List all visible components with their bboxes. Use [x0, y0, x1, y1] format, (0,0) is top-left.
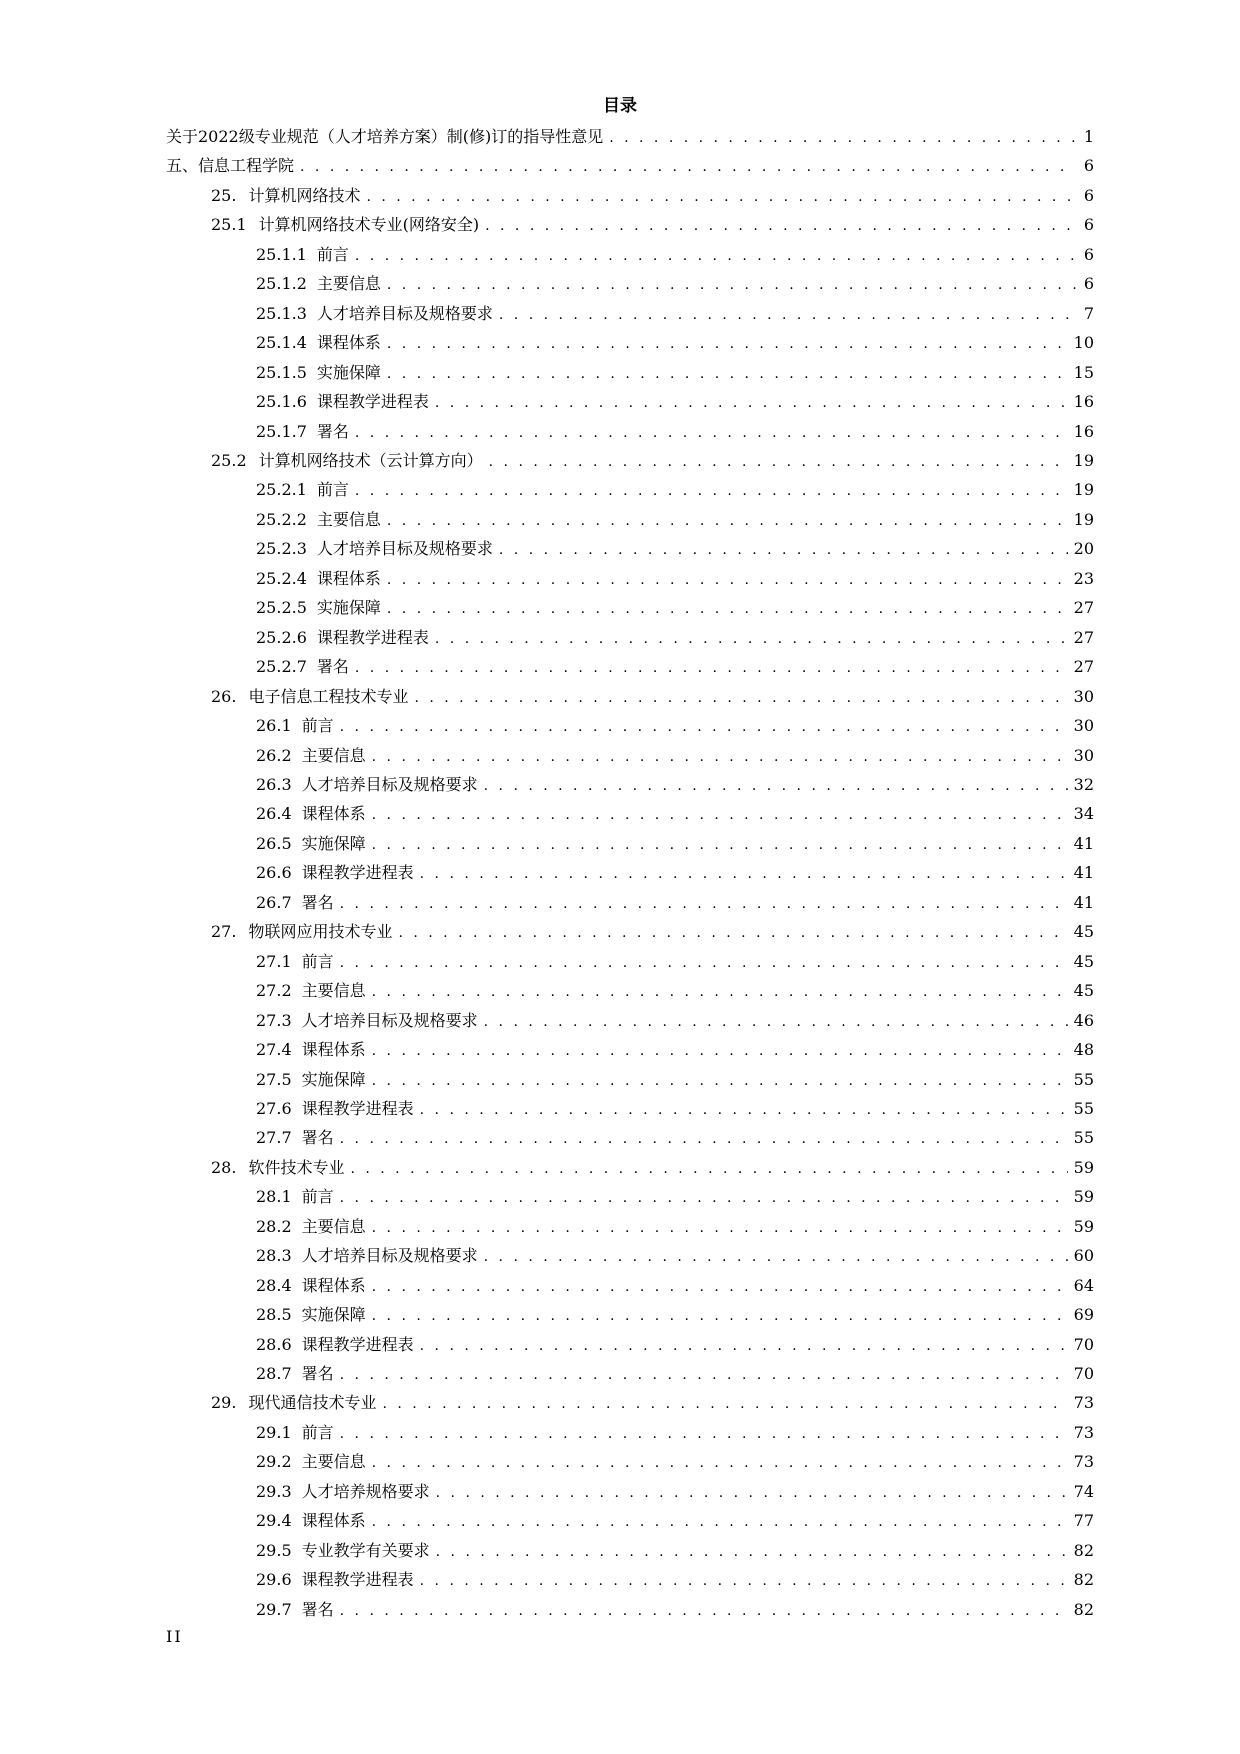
- toc-entry-title: 主要信息: [301, 981, 366, 1001]
- toc-entry-number: 25.2.5: [256, 598, 307, 618]
- toc-dot-leader: [372, 978, 1068, 1007]
- toc-entry[interactable]: [166, 446, 1094, 475]
- toc-entry-number: 28.7: [256, 1364, 292, 1384]
- toc-entry-page: 41: [1073, 892, 1094, 912]
- toc-entry-page: 45: [1073, 981, 1094, 1001]
- toc-entry-number: 27.1: [256, 951, 292, 971]
- toc-dot-leader: [340, 890, 1068, 919]
- toc-dot-leader: [484, 772, 1068, 801]
- toc-dot-leader: [340, 1420, 1068, 1449]
- toc-entry-page: 6: [1083, 185, 1094, 205]
- toc-entry-title: 前言: [301, 716, 334, 736]
- toc-entry-title: 计算机网络技术: [248, 185, 361, 205]
- page-number: II: [166, 1627, 183, 1646]
- toc-entry-title: 软件技术专业: [248, 1157, 345, 1177]
- toc-entry-title: 人才培养目标及规格要求: [301, 774, 478, 794]
- toc-entry[interactable]: [166, 181, 1094, 210]
- toc-entry-title: 课程教学进程表: [301, 1334, 414, 1354]
- toc-entry-title: 主要信息: [301, 1452, 366, 1472]
- toc-entry-page: 10: [1073, 333, 1094, 353]
- toc-entry[interactable]: [166, 711, 1094, 740]
- toc-entry[interactable]: [166, 1565, 1094, 1594]
- toc-dot-leader: [340, 1184, 1068, 1213]
- toc-entry-page: 60: [1073, 1246, 1094, 1266]
- toc-entry-title: 专业教学有关要求: [301, 1540, 430, 1560]
- toc-dot-leader: [387, 271, 1076, 300]
- toc-entry-page: 59: [1073, 1157, 1094, 1177]
- toc-dot-leader: [372, 1037, 1068, 1066]
- toc-entry-number: 27.4: [256, 1040, 292, 1060]
- toc-entry[interactable]: [166, 534, 1094, 563]
- toc-dot-leader: [609, 124, 1076, 153]
- toc-entry-title: 课程体系: [316, 568, 381, 588]
- toc-dot-leader: [372, 1214, 1068, 1243]
- toc-entry-page: 6: [1083, 244, 1094, 264]
- toc-entry-number: 28.2: [256, 1216, 292, 1236]
- toc-entry[interactable]: [166, 1035, 1094, 1064]
- toc-entry-page: 73: [1073, 1422, 1094, 1442]
- toc-entry[interactable]: [166, 122, 1094, 151]
- toc-dot-leader: [436, 1479, 1068, 1508]
- toc-entry-number: 28.: [211, 1157, 237, 1177]
- toc-entry[interactable]: [166, 976, 1094, 1005]
- toc-entry[interactable]: [166, 299, 1094, 328]
- toc-entry[interactable]: [166, 210, 1094, 239]
- toc-dot-leader: [484, 1243, 1068, 1272]
- toc-dot-leader: [372, 1449, 1068, 1478]
- toc-entry-number: 26.5: [256, 833, 292, 853]
- toc-entry-page: 27: [1073, 598, 1094, 618]
- toc-entry[interactable]: [166, 1388, 1094, 1417]
- toc-entry-number: 25.1.7: [256, 421, 307, 441]
- toc-entry-page: 41: [1073, 863, 1094, 883]
- toc-entry-title: 前言: [301, 1422, 334, 1442]
- toc-entry-title: 计算机网络技术（云计算方向）: [258, 450, 483, 470]
- toc-entry-number: 26.7: [256, 892, 292, 912]
- toc-entry-number: 25.1.3: [256, 303, 307, 323]
- toc-dot-leader: [435, 389, 1068, 418]
- toc-entry-number: 25.2.2: [256, 509, 307, 529]
- toc-entry-page: 20: [1073, 539, 1094, 559]
- toc-entry[interactable]: [166, 1123, 1094, 1152]
- toc-entry-number: 27.6: [256, 1098, 292, 1118]
- toc-entry-title: 实施保障: [301, 1069, 366, 1089]
- toc-entry-title: 实施保障: [301, 833, 366, 853]
- toc-entry-page: 59: [1073, 1216, 1094, 1236]
- toc-entry[interactable]: [166, 505, 1094, 534]
- toc-entry-number: 25.2.6: [256, 627, 307, 647]
- toc-entry[interactable]: [166, 1212, 1094, 1241]
- toc-entry-page: 45: [1073, 922, 1094, 942]
- toc-entry-title: 署名: [301, 1128, 334, 1148]
- toc-dot-leader: [387, 595, 1068, 624]
- toc-entry-number: 29.4: [256, 1511, 292, 1531]
- toc-entry-page: 46: [1073, 1010, 1094, 1030]
- toc-dot-leader: [355, 477, 1068, 506]
- toc-entry-title: 课程教学进程表: [301, 1570, 414, 1590]
- toc-dot-leader: [372, 1302, 1068, 1331]
- toc-entry-page: 82: [1073, 1570, 1094, 1590]
- toc-entry-number: 25.1.4: [256, 333, 307, 353]
- toc-entry-page: 64: [1073, 1275, 1094, 1295]
- toc-entry-number: 28.5: [256, 1305, 292, 1325]
- toc-entry-title: 课程体系: [301, 1511, 366, 1531]
- toc-entry[interactable]: [166, 1447, 1094, 1476]
- toc-entry-number: 26.3: [256, 774, 292, 794]
- toc-entry-title: 课程教学进程表: [316, 392, 429, 412]
- toc-entry-title: 五、信息工程学院: [166, 156, 295, 176]
- toc-entry[interactable]: [166, 1271, 1094, 1300]
- toc-entry-number: 29.: [211, 1393, 237, 1413]
- toc-entry[interactable]: [166, 1418, 1094, 1447]
- toc-entry-number: 28.1: [256, 1187, 292, 1207]
- toc-entry-page: 73: [1073, 1452, 1094, 1472]
- toc-entry-title: 现代通信技术专业: [248, 1393, 377, 1413]
- toc-entry-page: 16: [1073, 421, 1094, 441]
- toc-entry[interactable]: [166, 593, 1094, 622]
- toc-dot-leader: [340, 1597, 1068, 1626]
- toc-entry-title: 课程教学进程表: [301, 863, 414, 883]
- toc-dot-leader: [382, 1390, 1067, 1419]
- toc-entry-title: 主要信息: [316, 509, 381, 529]
- toc-entry-title: 署名: [301, 892, 334, 912]
- toc-entry-page: 7: [1083, 303, 1094, 323]
- toc-entry-page: 74: [1073, 1481, 1094, 1501]
- toc-entry-number: 26.4: [256, 804, 292, 824]
- toc-dot-leader: [340, 1125, 1068, 1154]
- toc-entry-title: 署名: [316, 657, 349, 677]
- toc-entry-title: 课程体系: [301, 804, 366, 824]
- toc-entry-number: 25.: [211, 185, 237, 205]
- toc-dot-leader: [372, 1273, 1068, 1302]
- toc-entry-title: 人才培养目标及规格要求: [316, 303, 493, 323]
- toc-entry-number: 28.6: [256, 1334, 292, 1354]
- toc-entry-title: 主要信息: [301, 745, 366, 765]
- toc-entry-number: 29.5: [256, 1540, 292, 1560]
- toc-entry[interactable]: [166, 1182, 1094, 1211]
- toc-entry[interactable]: [166, 328, 1094, 357]
- toc-dot-leader: [485, 212, 1076, 241]
- toc-dot-leader: [499, 536, 1068, 565]
- toc-entry-page: 30: [1073, 716, 1094, 736]
- toc-entry-number: 25.2.1: [256, 480, 307, 500]
- toc-entry-page: 48: [1073, 1040, 1094, 1060]
- toc-entry-number: 29.6: [256, 1570, 292, 1590]
- toc-entry-page: 23: [1073, 568, 1094, 588]
- toc-entry-page: 6: [1083, 215, 1094, 235]
- toc-entry-title: 计算机网络技术专业(网络安全): [258, 215, 480, 235]
- toc-entry-page: 82: [1073, 1599, 1094, 1619]
- toc-entry-number: 27.3: [256, 1010, 292, 1030]
- toc-dot-leader: [489, 448, 1068, 477]
- toc-entry-page: 45: [1073, 951, 1094, 971]
- toc-entry-page: 55: [1073, 1098, 1094, 1118]
- toc-entry-page: 70: [1073, 1364, 1094, 1384]
- toc-dot-leader: [340, 949, 1068, 978]
- toc-entry-page: 15: [1073, 362, 1094, 382]
- toc-dot-leader: [372, 831, 1068, 860]
- toc-entry-page: 19: [1073, 480, 1094, 500]
- toc-entry[interactable]: [166, 1359, 1094, 1388]
- toc-entry[interactable]: [166, 770, 1094, 799]
- toc-entry-number: 25.2.4: [256, 568, 307, 588]
- toc-entry-title: 前言: [301, 951, 334, 971]
- toc-entry[interactable]: [166, 417, 1094, 446]
- toc-entry[interactable]: [166, 829, 1094, 858]
- toc-entry-title: 前言: [316, 244, 349, 264]
- toc-entry[interactable]: [166, 564, 1094, 593]
- toc-dot-leader: [355, 242, 1076, 271]
- toc-entry-title: 署名: [301, 1364, 334, 1384]
- toc-entry-page: 77: [1073, 1511, 1094, 1531]
- toc-entry-page: 55: [1073, 1128, 1094, 1148]
- toc-entry-page: 82: [1073, 1540, 1094, 1560]
- toc-entry-page: 30: [1073, 686, 1094, 706]
- toc-entry[interactable]: [166, 1595, 1094, 1624]
- toc-entry-number: 28.4: [256, 1275, 292, 1295]
- toc-entry-title: 课程体系: [301, 1040, 366, 1060]
- toc-entry[interactable]: [166, 358, 1094, 387]
- toc-entry-number: 25.2.7: [256, 657, 307, 677]
- toc-entry[interactable]: [166, 1477, 1094, 1506]
- toc-entry-title: 署名: [301, 1599, 334, 1619]
- toc-entry[interactable]: [166, 151, 1094, 180]
- toc-entry[interactable]: [166, 623, 1094, 652]
- toc-entry-title: 课程教学进程表: [301, 1098, 414, 1118]
- toc-dot-leader: [420, 1096, 1068, 1125]
- toc-entry[interactable]: [166, 682, 1094, 711]
- toc-entry[interactable]: [166, 858, 1094, 887]
- toc-entry-number: 29.7: [256, 1599, 292, 1619]
- toc-entry-title: 课程体系: [316, 333, 381, 353]
- toc-entry[interactable]: [166, 475, 1094, 504]
- toc-entry[interactable]: [166, 1241, 1094, 1270]
- toc-entry-title: 关于2022级专业规范（人才培养方案）制(修)订的指导性意见: [166, 127, 604, 146]
- toc-entry-title: 主要信息: [301, 1216, 366, 1236]
- toc-entry-title: 署名: [316, 421, 349, 441]
- toc-dot-leader: [372, 1067, 1068, 1096]
- toc-entry-page: 1: [1083, 127, 1094, 146]
- toc-dot-leader: [387, 566, 1068, 595]
- toc-entry[interactable]: [166, 1330, 1094, 1359]
- toc-entry-number: 25.1.6: [256, 392, 307, 412]
- toc-entry-title: 人才培养规格要求: [301, 1481, 430, 1501]
- toc-entry[interactable]: [166, 888, 1094, 917]
- toc-entry-page: 6: [1083, 156, 1094, 176]
- toc-entry-number: 26.1: [256, 716, 292, 736]
- toc-entry-number: 25.1.5: [256, 362, 307, 382]
- toc-entry-title: 课程教学进程表: [316, 627, 429, 647]
- toc-entry-number: 29.3: [256, 1481, 292, 1501]
- toc-entry-number: 25.2.3: [256, 539, 307, 559]
- toc-entry[interactable]: [166, 387, 1094, 416]
- toc-entry-number: 26.: [211, 686, 237, 706]
- toc-dot-leader: [435, 625, 1068, 654]
- toc-dot-leader: [398, 919, 1067, 948]
- toc-entry-number: 27.7: [256, 1128, 292, 1148]
- toc-dot-leader: [350, 1155, 1067, 1184]
- toc-dot-leader: [372, 1508, 1068, 1537]
- toc-dot-leader: [355, 654, 1068, 683]
- toc-entry-title: 实施保障: [301, 1305, 366, 1325]
- toc-entry[interactable]: [166, 947, 1094, 976]
- toc-entry-title: 人才培养目标及规格要求: [301, 1246, 478, 1266]
- toc-dot-leader: [300, 153, 1076, 182]
- toc-entry-number: 25.2: [211, 450, 247, 470]
- toc-entry[interactable]: [166, 269, 1094, 298]
- toc-entry-title: 主要信息: [316, 274, 381, 294]
- toc-entry-title: 电子信息工程技术专业: [248, 686, 409, 706]
- toc-dot-leader: [366, 183, 1076, 212]
- toc-entry-page: 27: [1073, 627, 1094, 647]
- toc-entry-page: 27: [1073, 657, 1094, 677]
- toc-entry-title: 实施保障: [316, 362, 381, 382]
- toc-dot-leader: [340, 713, 1068, 742]
- toc-entry-title: 实施保障: [316, 598, 381, 618]
- toc-entry-page: 55: [1073, 1069, 1094, 1089]
- toc-entry-number: 26.6: [256, 863, 292, 883]
- toc-entry[interactable]: [166, 1006, 1094, 1035]
- toc-dot-leader: [436, 1538, 1068, 1567]
- toc-entry-number: 27.5: [256, 1069, 292, 1089]
- toc-entry-title: 物联网应用技术专业: [248, 922, 393, 942]
- toc-entry[interactable]: [166, 1536, 1094, 1565]
- toc-entry-title: 人才培养目标及规格要求: [316, 539, 493, 559]
- toc-entry-page: 19: [1073, 509, 1094, 529]
- toc-entry[interactable]: [166, 1300, 1094, 1329]
- toc-entry-number: 26.2: [256, 745, 292, 765]
- toc-entry[interactable]: [166, 1506, 1094, 1535]
- toc-entry-page: 34: [1073, 804, 1094, 824]
- toc-dot-leader: [372, 801, 1068, 830]
- toc-entry-title: 课程体系: [301, 1275, 366, 1295]
- toc-dot-leader: [387, 330, 1068, 359]
- toc-entry-page: 73: [1073, 1393, 1094, 1413]
- toc-dot-leader: [420, 1332, 1068, 1361]
- toc-title: 目录: [603, 96, 637, 116]
- toc-dot-leader: [372, 743, 1068, 772]
- toc-entry[interactable]: [166, 652, 1094, 681]
- toc-dot-leader: [387, 507, 1068, 536]
- toc-entry-number: 27.2: [256, 981, 292, 1001]
- toc-entry-page: 16: [1073, 392, 1094, 412]
- toc-list: [166, 122, 1094, 1624]
- toc-entry[interactable]: [166, 741, 1094, 770]
- toc-entry-number: 29.2: [256, 1452, 292, 1472]
- toc-entry-page: 30: [1073, 745, 1094, 765]
- toc-entry[interactable]: [166, 917, 1094, 946]
- toc-dot-leader: [420, 860, 1068, 889]
- toc-entry[interactable]: [166, 1094, 1094, 1123]
- toc-entry-number: 25.1.1: [256, 244, 307, 264]
- toc-entry-title: 前言: [316, 480, 349, 500]
- toc-dot-leader: [355, 419, 1068, 448]
- toc-entry[interactable]: [166, 240, 1094, 269]
- toc-entry-page: 69: [1073, 1305, 1094, 1325]
- toc-entry-page: 6: [1083, 274, 1094, 294]
- toc-entry-number: 25.1: [211, 215, 247, 235]
- toc-entry[interactable]: [166, 1065, 1094, 1094]
- toc-entry-number: 27.: [211, 922, 237, 942]
- toc-entry-page: 19: [1073, 450, 1094, 470]
- toc-entry-page: 70: [1073, 1334, 1094, 1354]
- toc-entry-number: 29.1: [256, 1422, 292, 1442]
- toc-entry-title: 前言: [301, 1187, 334, 1207]
- toc-entry[interactable]: [166, 799, 1094, 828]
- toc-dot-leader: [340, 1361, 1068, 1390]
- toc-entry-page: 41: [1073, 833, 1094, 853]
- toc-entry-title: 人才培养目标及规格要求: [301, 1010, 478, 1030]
- toc-entry-number: 25.1.2: [256, 274, 307, 294]
- toc-entry-number: 28.3: [256, 1246, 292, 1266]
- toc-entry[interactable]: [166, 1153, 1094, 1182]
- toc-entry-page: 32: [1073, 774, 1094, 794]
- toc-entry-page: 59: [1073, 1187, 1094, 1207]
- toc-dot-leader: [499, 301, 1076, 330]
- toc-dot-leader: [420, 1567, 1068, 1596]
- toc-dot-leader: [387, 360, 1068, 389]
- toc-dot-leader: [414, 684, 1067, 713]
- toc-dot-leader: [484, 1008, 1068, 1037]
